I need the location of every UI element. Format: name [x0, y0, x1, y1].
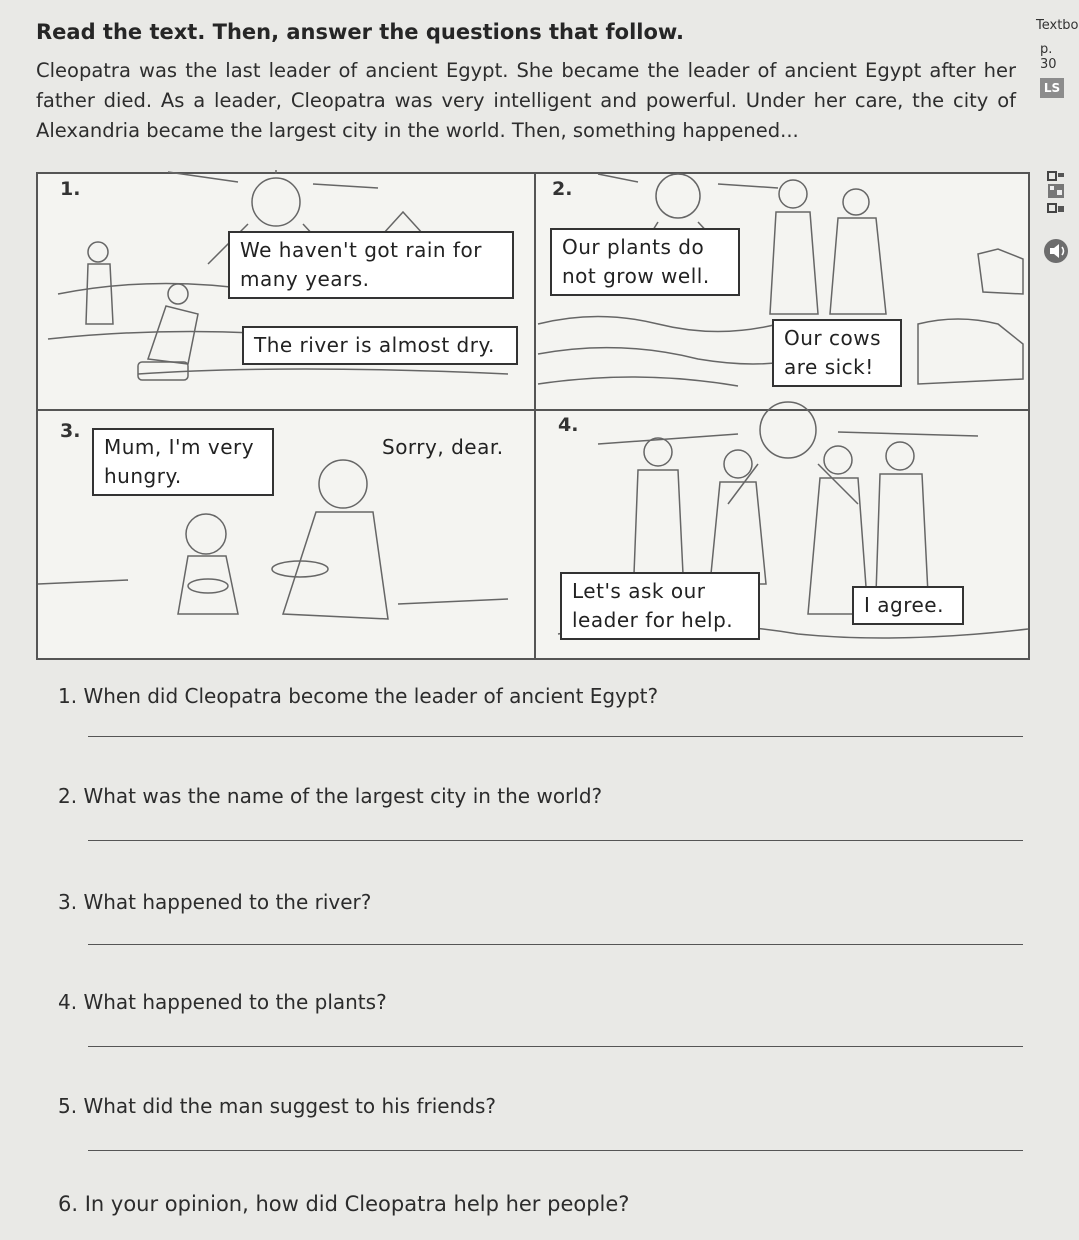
question-1: 1. When did Cleopatra become the leader of ancient Egypt?	[58, 684, 659, 708]
ls-badge: LS	[1040, 78, 1064, 98]
panel-2-bubble-cows: Our cows are sick!	[772, 319, 902, 387]
question-4: 4. What happened to the plants?	[58, 990, 387, 1014]
question-5: 5. What did the man suggest to his friends?	[58, 1094, 496, 1118]
panel-2-bubble-plants: Our plants do not grow well.	[550, 228, 740, 296]
panel-3-bubble-sorry: Sorry, dear.	[382, 435, 504, 459]
panel-4-bubble-ask: Let's ask our leader for help.	[560, 572, 760, 640]
answer-line-3[interactable]	[88, 944, 1023, 945]
panel-4-number: 4.	[558, 414, 579, 436]
page-reference: p. 30	[1040, 42, 1057, 72]
audio-speaker-icon[interactable]	[1043, 238, 1070, 264]
instruction-heading: Read the text. Then, answer the questions that follow.	[36, 20, 684, 44]
answer-line-4[interactable]	[88, 1046, 1023, 1047]
textbook-label: Textbo	[1036, 18, 1079, 33]
panel-4-bubble-agree: I agree.	[852, 586, 964, 625]
question-2: 2. What was the name of the largest city in the world?	[58, 784, 603, 808]
panel-3-number: 3.	[60, 420, 81, 442]
panel-3-bubble-hungry: Mum, I'm very hungry.	[92, 428, 274, 496]
panel-1-number: 1.	[60, 178, 81, 200]
question-6: 6. In your opinion, how did Cleopatra help her people?	[58, 1192, 630, 1216]
story-paragraph: Cleopatra was the last leader of ancient Egypt. She became the leader of ancient Egypt after her father died. As a leader, Cleopatra was very intelligent and powerful. Under her care, the city of Alexandria became the largest city in the world. Then, something happened...	[36, 59, 1016, 142]
comic-strip	[36, 172, 1030, 660]
answer-line-1[interactable]	[88, 736, 1023, 737]
panel-1-bubble-river: The river is almost dry.	[242, 326, 518, 365]
qr-code-icon	[1046, 170, 1068, 220]
panel-2-number: 2.	[552, 178, 573, 200]
question-3: 3. What happened to the river?	[58, 890, 372, 914]
panel-1-bubble-rain: We haven't got rain for many years.	[228, 231, 514, 299]
answer-line-5[interactable]	[88, 1150, 1023, 1151]
answer-line-2[interactable]	[88, 840, 1023, 841]
